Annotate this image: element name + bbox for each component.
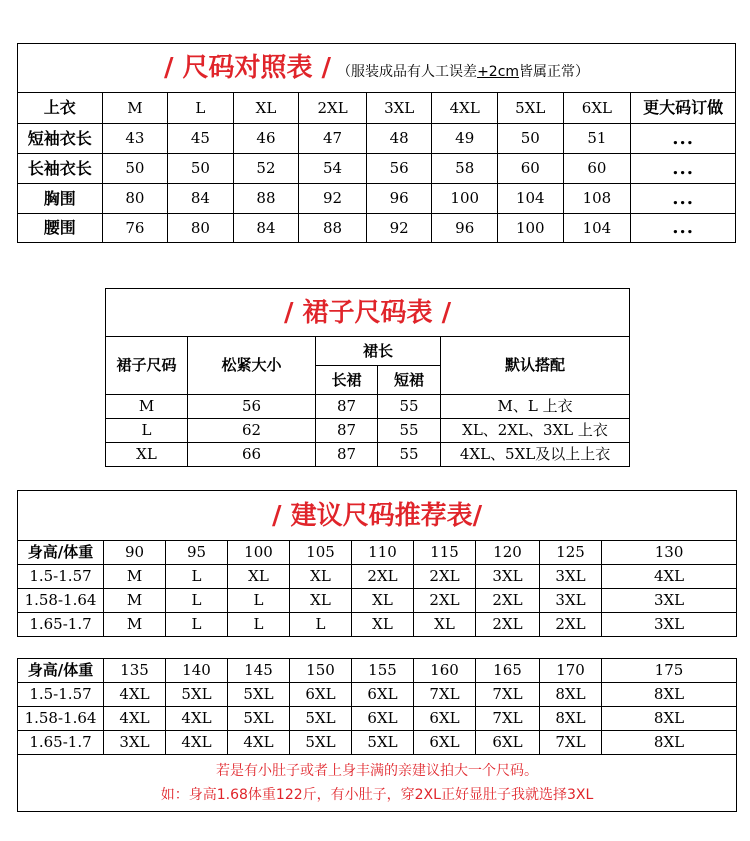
header-cell: 170 [540, 659, 602, 683]
skirt-chart-table [105, 288, 630, 467]
table-row [18, 731, 737, 755]
row-label: 1.58-1.64 [18, 589, 104, 613]
header-cell: 115 [414, 541, 476, 565]
table-cell: 5XL [166, 683, 228, 707]
row-label: 1.65-1.7 [18, 731, 104, 755]
table-cell: 7XL [476, 707, 540, 731]
table-cell: L [166, 565, 228, 589]
header-cell: 130 [602, 541, 737, 565]
row-label: 腰围 [18, 214, 103, 243]
table-cell: XL [290, 589, 352, 613]
table-cell: 2XL [476, 589, 540, 613]
skirt-chart-title: / 裙子尺码表 / [106, 289, 630, 337]
table-cell: 8XL [602, 731, 737, 755]
table-cell: 87 [316, 419, 378, 443]
recommend-header-row [18, 541, 737, 565]
table-row [106, 419, 630, 443]
table-cell: 8XL [602, 683, 737, 707]
table-cell: 4XL [104, 683, 166, 707]
table-cell: 5XL [228, 683, 290, 707]
table-cell: ... [631, 184, 736, 214]
recommend-chart [17, 490, 736, 637]
table-cell: 6XL [352, 683, 414, 707]
row-label: 1.58-1.64 [18, 707, 104, 731]
table-cell: 49 [432, 124, 498, 154]
table-cell: ... [631, 154, 736, 184]
note-line: 如：身高1.68体重122斤，有小肚子，穿2XL正好显肚子我就选择3XL [160, 787, 594, 803]
table-cell: L [290, 613, 352, 637]
table-row [106, 395, 630, 419]
table-cell: 8XL [602, 707, 737, 731]
header-cell: 3XL [366, 93, 432, 124]
table-cell: XL [352, 589, 414, 613]
table-cell: XL [290, 565, 352, 589]
table-cell: XL [414, 613, 476, 637]
table-cell: 7XL [540, 731, 602, 755]
header-cell: 105 [290, 541, 352, 565]
table-cell: M [104, 613, 166, 637]
table-cell: 3XL [540, 565, 602, 589]
table-cell: 100 [498, 214, 564, 243]
table-cell: 52 [233, 154, 299, 184]
table-cell: 3XL [104, 731, 166, 755]
table-cell: 3XL [602, 613, 737, 637]
table-cell: 5XL [352, 731, 414, 755]
table-cell: M、L 上衣 [441, 395, 630, 419]
table-cell: 7XL [414, 683, 476, 707]
table-cell: L [228, 613, 290, 637]
table-cell: 96 [366, 184, 432, 214]
recommend-table-1 [17, 490, 737, 637]
table-cell: 55 [378, 395, 441, 419]
table-cell: 46 [233, 124, 299, 154]
table-cell: XL [228, 565, 290, 589]
table-cell: 104 [498, 184, 564, 214]
col-waist: 松紧大小 [188, 337, 316, 395]
header-cell: 更大码订做 [631, 93, 736, 124]
table-cell: XL [106, 443, 188, 467]
table-cell: 6XL [414, 731, 476, 755]
table-cell: 6XL [414, 707, 476, 731]
size-chart-table [17, 43, 736, 243]
table-cell: 8XL [540, 707, 602, 731]
table-cell: M [106, 395, 188, 419]
table-row [18, 613, 737, 637]
size-chart [17, 43, 736, 243]
table-cell: 2XL [540, 613, 602, 637]
row-label: 长袖衣长 [18, 154, 103, 184]
table-cell: 80 [168, 214, 234, 243]
table-cell: 88 [233, 184, 299, 214]
table-row [18, 589, 737, 613]
table-cell: M [104, 589, 166, 613]
table-cell: 3XL [540, 589, 602, 613]
table-cell: 87 [316, 395, 378, 419]
header-cell: L [168, 93, 234, 124]
table-cell: L [166, 589, 228, 613]
table-cell: 2XL [352, 565, 414, 589]
table-row [18, 154, 736, 184]
header-cell: 165 [476, 659, 540, 683]
table-cell: ... [631, 124, 736, 154]
skirt-chart [105, 288, 629, 467]
table-cell: 104 [563, 214, 631, 243]
table-cell: L [166, 613, 228, 637]
col-skirt-length: 裙长 [316, 337, 441, 366]
col-long-skirt: 长裙 [316, 366, 378, 395]
table-row [18, 565, 737, 589]
col-default-match: 默认搭配 [441, 337, 630, 395]
table-cell: 84 [168, 184, 234, 214]
table-cell: 2XL [476, 613, 540, 637]
table-cell: 50 [102, 154, 168, 184]
header-cell: 5XL [498, 93, 564, 124]
table-cell: 48 [366, 124, 432, 154]
recommend-table-2 [17, 658, 737, 812]
table-cell: 2XL [414, 589, 476, 613]
table-cell: 100 [432, 184, 498, 214]
table-cell: 84 [233, 214, 299, 243]
table-cell: 92 [299, 184, 367, 214]
size-chart-title-cell [18, 44, 736, 93]
table-cell: 4XL [166, 731, 228, 755]
size-chart-header-row [18, 93, 736, 124]
table-cell: L [106, 419, 188, 443]
header-cell: 135 [104, 659, 166, 683]
header-cell: 95 [166, 541, 228, 565]
table-cell: 50 [168, 154, 234, 184]
table-row [18, 184, 736, 214]
header-cell: 120 [476, 541, 540, 565]
table-cell: 6XL [290, 683, 352, 707]
header-cell: 175 [602, 659, 737, 683]
header-cell: 6XL [563, 93, 631, 124]
table-cell: L [228, 589, 290, 613]
recommend-header-row [18, 659, 737, 683]
table-cell: 60 [498, 154, 564, 184]
header-cell: M [102, 93, 168, 124]
table-cell: 54 [299, 154, 367, 184]
header-cell: 140 [166, 659, 228, 683]
table-row [106, 443, 630, 467]
row-label: 1.5-1.57 [18, 565, 104, 589]
header-cell: 110 [352, 541, 414, 565]
table-cell: 4XL [228, 731, 290, 755]
table-cell: 47 [299, 124, 367, 154]
table-cell: 66 [188, 443, 316, 467]
table-cell: ... [631, 214, 736, 243]
table-cell: 4XL、5XL及以上上衣 [441, 443, 630, 467]
recommend-notes [18, 755, 737, 812]
table-cell: XL [352, 613, 414, 637]
header-cell: 身高/体重 [18, 541, 104, 565]
note-after: 皆属正常） [519, 64, 590, 80]
recommend-chart-continued [17, 658, 736, 812]
header-cell: 155 [352, 659, 414, 683]
header-cell: 125 [540, 541, 602, 565]
table-cell: 8XL [540, 683, 602, 707]
table-row [18, 707, 737, 731]
table-cell: 5XL [290, 731, 352, 755]
table-cell: 43 [102, 124, 168, 154]
header-cell: 145 [228, 659, 290, 683]
table-row [18, 124, 736, 154]
table-row [18, 683, 737, 707]
table-cell: XL、2XL、3XL 上衣 [441, 419, 630, 443]
note-tolerance: +2cm [477, 64, 520, 80]
recommend-chart-title: / 建议尺码推荐表/ [18, 491, 737, 541]
table-cell: 55 [378, 443, 441, 467]
header-cell: 4XL [432, 93, 498, 124]
table-cell: 76 [102, 214, 168, 243]
table-cell: 60 [563, 154, 631, 184]
table-cell: 6XL [476, 731, 540, 755]
size-chart-title: / 尺码对照表 / [163, 53, 332, 83]
header-cell: 身高/体重 [18, 659, 104, 683]
row-label: 1.5-1.57 [18, 683, 104, 707]
table-cell: 4XL [602, 565, 737, 589]
table-cell: 51 [563, 124, 631, 154]
table-cell: 80 [102, 184, 168, 214]
note-line: 若是有小肚子或者上身丰满的亲建议拍大一个尺码。 [216, 763, 538, 779]
table-cell: 3XL [476, 565, 540, 589]
table-cell: 4XL [104, 707, 166, 731]
table-cell: 87 [316, 443, 378, 467]
table-cell: M [104, 565, 166, 589]
table-cell: 96 [432, 214, 498, 243]
table-cell: 88 [299, 214, 367, 243]
table-cell: 62 [188, 419, 316, 443]
size-chart-note [337, 64, 589, 80]
row-label: 胸围 [18, 184, 103, 214]
table-row [18, 214, 736, 243]
row-label: 短袖衣长 [18, 124, 103, 154]
table-cell: 6XL [352, 707, 414, 731]
header-cell: 2XL [299, 93, 367, 124]
table-cell: 7XL [476, 683, 540, 707]
table-cell: 5XL [228, 707, 290, 731]
header-cell: 150 [290, 659, 352, 683]
table-cell: 3XL [602, 589, 737, 613]
header-cell: XL [233, 93, 299, 124]
col-short-skirt: 短裙 [378, 366, 441, 395]
header-cell: 100 [228, 541, 290, 565]
table-cell: 56 [188, 395, 316, 419]
header-cell: 160 [414, 659, 476, 683]
note-before: （服装成品有人工误差 [337, 64, 478, 80]
table-cell: 2XL [414, 565, 476, 589]
col-skirt-size: 裙子尺码 [106, 337, 188, 395]
table-cell: 45 [168, 124, 234, 154]
table-cell: 4XL [166, 707, 228, 731]
header-cell: 上衣 [18, 93, 103, 124]
row-label: 1.65-1.7 [18, 613, 104, 637]
notes-row [18, 755, 737, 812]
table-cell: 92 [366, 214, 432, 243]
table-cell: 55 [378, 419, 441, 443]
header-cell: 90 [104, 541, 166, 565]
table-cell: 5XL [290, 707, 352, 731]
table-cell: 56 [366, 154, 432, 184]
table-cell: 50 [498, 124, 564, 154]
table-cell: 108 [563, 184, 631, 214]
table-cell: 58 [432, 154, 498, 184]
